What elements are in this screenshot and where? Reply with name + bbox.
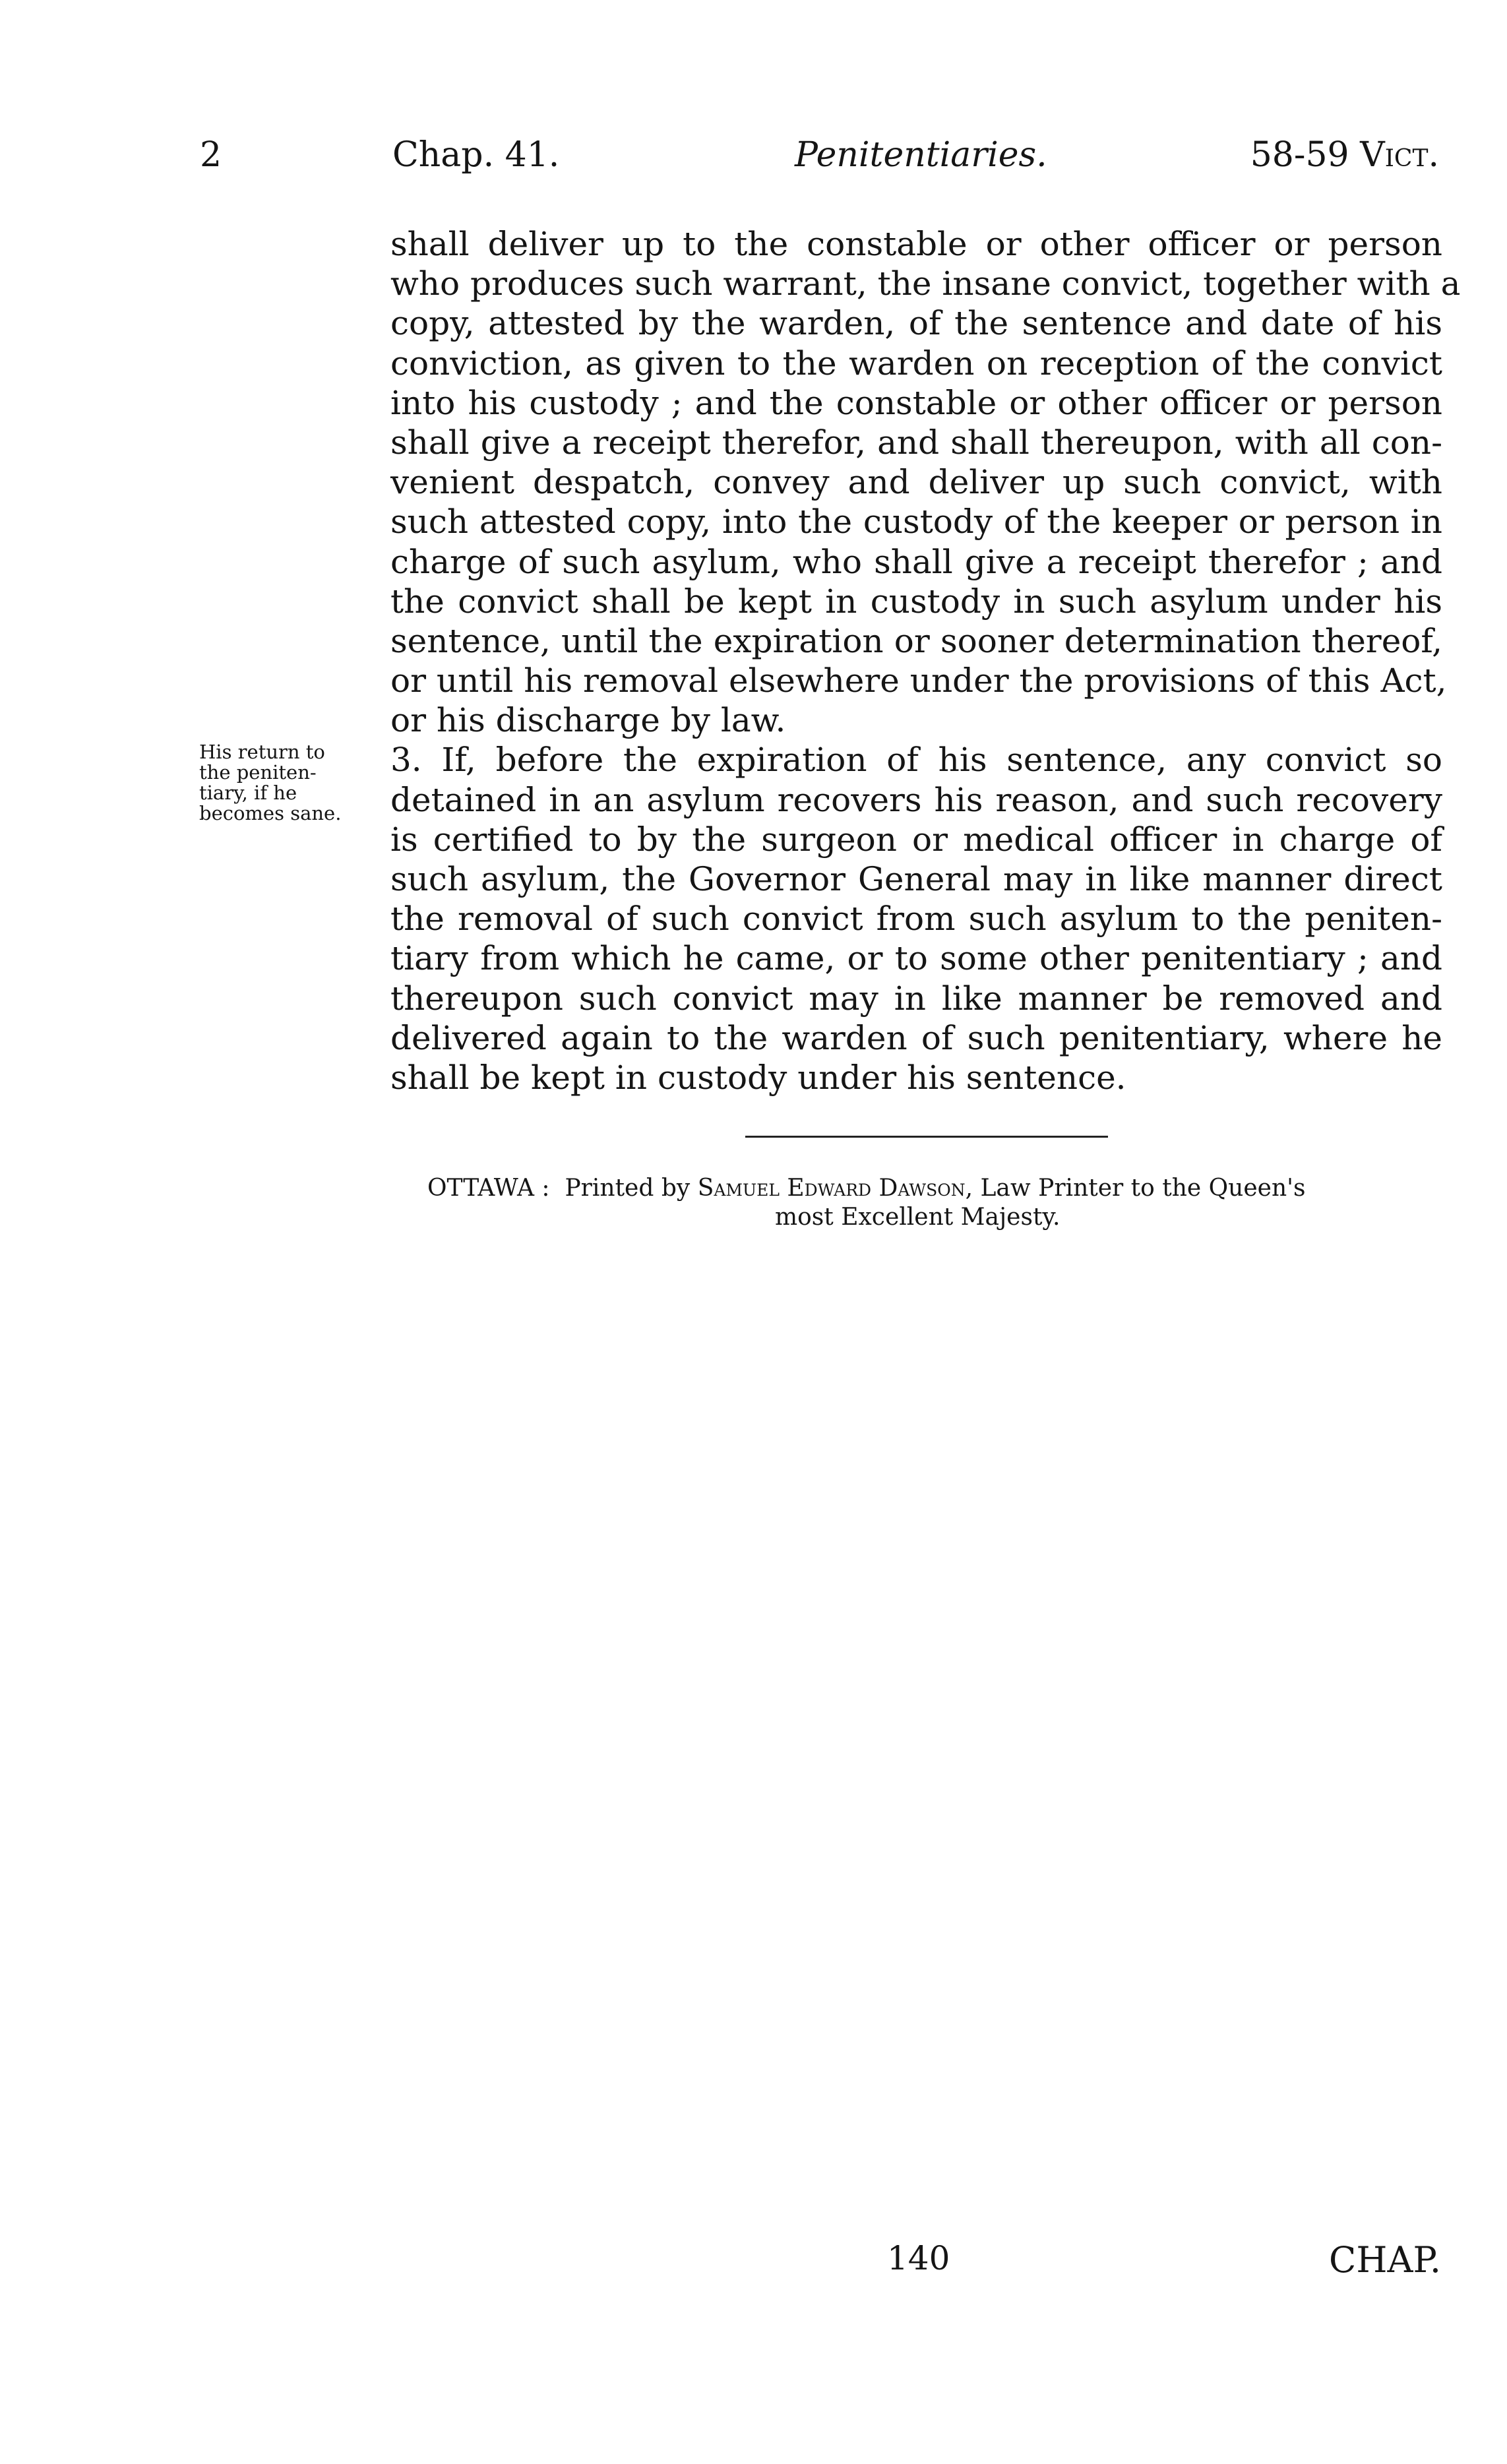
margin-note-line: becomes sane. bbox=[199, 802, 342, 824]
imprint-line-1 bbox=[427, 1174, 1306, 1203]
body-line: conviction, as given to the warden on reception of the convict bbox=[390, 344, 1442, 383]
margin-note-line: the peniten- bbox=[199, 761, 317, 784]
header-title: Penitentiaries. bbox=[795, 135, 1047, 175]
margin-note-line: tiary, if he bbox=[199, 782, 297, 804]
body-line: such attested copy, into the custody of the keeper or person in bbox=[390, 503, 1442, 541]
body-line: venient despatch, convey and deliver up such convict, with bbox=[390, 463, 1442, 502]
body-text bbox=[390, 224, 1461, 1097]
regnal-king: Vict. bbox=[1360, 135, 1439, 175]
divider-rule bbox=[745, 1136, 1108, 1138]
body-line: delivered again to the warden of such penitentiary, where he bbox=[390, 1018, 1442, 1057]
body-line: tiary from which he came, or to some other penitentiary ; and bbox=[390, 939, 1442, 978]
body-line: the convict shall be kept in custody in such asylum under his bbox=[390, 582, 1442, 621]
margin-note-line: His return to bbox=[199, 741, 325, 763]
header-chapter: Chap. 41. bbox=[392, 135, 560, 175]
header-regnal-year bbox=[1250, 135, 1439, 175]
imprint-printer-title: , Law Printer to the Queen's bbox=[965, 1175, 1306, 1202]
body-line: shall be kept in custody under his sentence. bbox=[390, 1058, 1126, 1097]
body-line: is certified to by the surgeon or medical officer in charge of bbox=[390, 820, 1442, 859]
body-line: thereupon such convict may in like manner be removed and bbox=[390, 979, 1442, 1018]
imprint-line-2: most Excellent Majesty. bbox=[775, 1204, 1061, 1231]
body-line: who produces such warrant, the insane convict, together with a bbox=[390, 264, 1461, 303]
body-line: the removal of such convict from such asylum to the peniten- bbox=[390, 900, 1442, 939]
margin-note bbox=[199, 742, 377, 824]
body-line: or his discharge by law. bbox=[390, 701, 786, 740]
footer-page-number: 140 bbox=[887, 2239, 950, 2277]
body-line: sentence, until the expiration or sooner determination thereof, bbox=[390, 621, 1442, 660]
body-line: copy, attested by the warden, of the sentence and date of his bbox=[390, 304, 1442, 343]
imprint-printed-by: Printed by bbox=[565, 1175, 691, 1202]
header-page-number: 2 bbox=[200, 135, 222, 175]
body-line: into his custody ; and the constable or other officer or person bbox=[390, 383, 1442, 422]
body-line: detained in an asylum recovers his reason, and such recovery bbox=[390, 780, 1442, 819]
imprint-place: OTTAWA : bbox=[427, 1175, 550, 1202]
body-line: shall deliver up to the constable or other officer or person bbox=[390, 225, 1442, 263]
body-line: shall give a receipt therefor, and shall thereupon, with all con- bbox=[390, 423, 1442, 462]
body-line: such asylum, the Governor General may in like manner direct bbox=[390, 860, 1442, 898]
body-line: 3. If, before the expiration of his sentence, any convict so bbox=[390, 741, 1442, 780]
body-line: or until his removal elsewhere under the provisions of this Act, bbox=[390, 662, 1447, 700]
regnal-year-number: 58-59 bbox=[1250, 135, 1349, 175]
footer-catchword: CHAP. bbox=[1329, 2239, 1441, 2281]
imprint-printer-name: Samuel Edward Dawson bbox=[697, 1175, 966, 1202]
body-line: charge of such asylum, who shall give a receipt therefor ; and bbox=[390, 542, 1442, 581]
